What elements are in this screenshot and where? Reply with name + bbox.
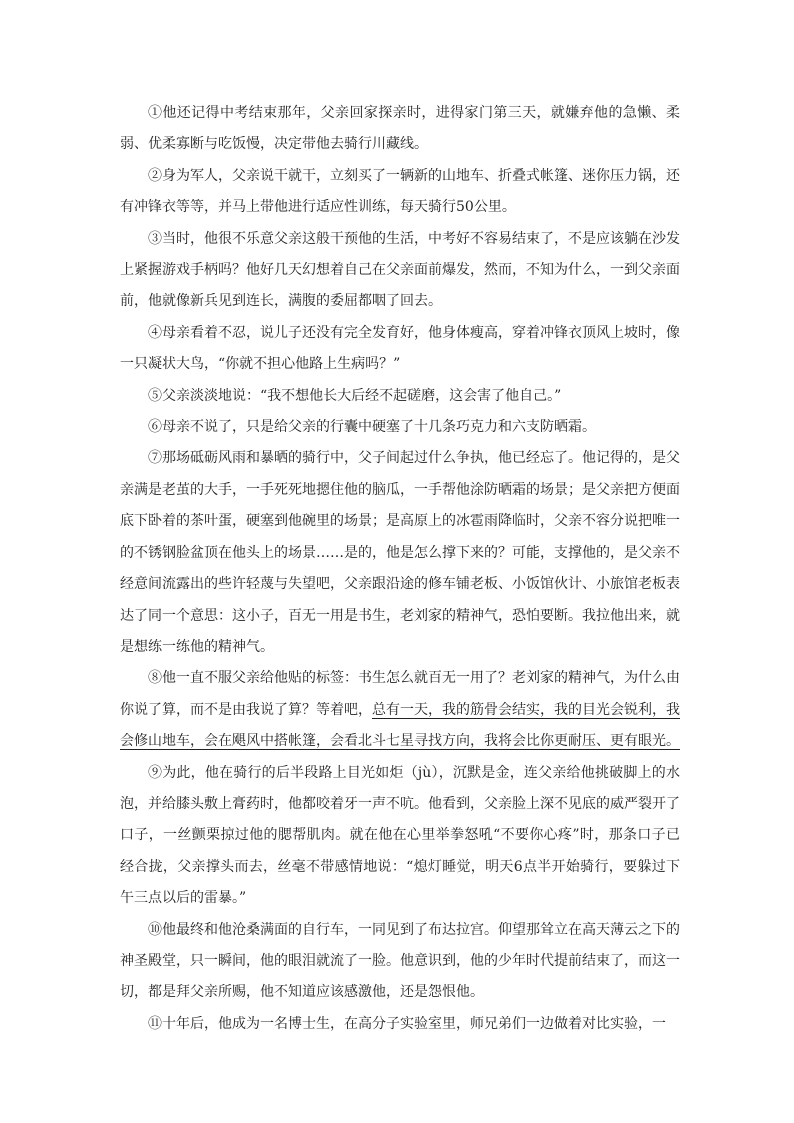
paragraph-1: ①他还记得中考结束那年，父亲回家探亲时，进得家门第三天，就嫌弃他的急懒、柔弱、优柔寡断与吃饭慢，决定带他去骑行川藏线。 — [120, 105, 680, 153]
paragraph-3: ③当时，他很不乐意父亲这般干预他的生活，中考好不容易结束了，不是应该躺在沙发上紧握游戏手柄吗？他好几天幻想着自己在父亲面前爆发，然而，不知为什么，一到父亲面前，他就像新兵见到连长，满腹的委屈都咽了回去。 — [120, 230, 680, 310]
paragraph-2: ②身为军人，父亲说干就干，立刻买了一辆新的山地车、折叠式帐篷、迷你压力锅，还有冲锋衣等等，并马上带他进行适应性训练，每天骑行50公里。 — [120, 167, 680, 216]
paragraph-10: ⑩他最终和他沧桑满面的自行车，一同见到了布达拉宫。仰望那耸立在高天薄云之下的神圣殿堂，只一瞬间，他的眼泪就流了一脸。他意识到，他的少年时代提前结束了，而这一切，都是拜父亲所赐，他不知道应该感激他，还是怨恨他。 — [120, 921, 680, 1001]
paragraph-4: ④母亲看着不忍，说儿子还没有完全发育好，他身体瘦高，穿着冲锋衣顶风上坡时，像一只凝状大鸟，“你就不担心他路上生病吗？” — [120, 324, 680, 373]
paragraph-8 — [120, 663, 680, 757]
underlined-sentence: 总有一天，我的筋骨会结实，我的目光会锐利，我会修山地车，会在飓风中搭帐篷，会看北斗七星寻找方向，我将会比你更耐压、更有眼光。 — [120, 701, 680, 750]
paragraph-5: ⑤父亲淡淡地说：“我不想他长大后经不起磋磨，这会害了他自己。” — [148, 387, 562, 404]
paragraph-7: ⑦那场砥砺风雨和暴晒的骑行中，父子间起过什么争执，他已经忘了。他记得的，是父亲满是老茧的大手，一手死死地摁住他的脑瓜，一手帮他涂防晒霜的场景；是父亲把方便面底下卧着的茶叶蛋，硬塞到他碗里的场景；是高原上的冰雹雨降临时，父亲不容分说把唯一的不锈钢脸盆顶在他头上的场景……是的，他是怎么撑下来的？可能，支撑他的，是父亲不经意间流露出的些许轻蔑与失望吧，父亲跟沿途的修车铺老板、小饭馆伙计、小旅馆老板表达了同一个意思：这小子，百无一用是书生，老刘家的精神气，恐怕要断。我拉他出来，就是想练一练他的精神气。 — [120, 450, 680, 655]
paragraph-11: ⑪十年后，他成为一名博士生，在高分子实验室里，师兄弟们一边做着对比实验，一 — [148, 1015, 666, 1032]
paragraph-6: ⑥母亲不说了，只是给父亲的行囊中硬塞了十几条巧克力和六支防晒霜。 — [148, 419, 596, 436]
paragraph-9: ⑨为此，他在骑行的后半段路上目光如炬（jù），沉默是金，连父亲给他挑破脚上的水泡，并给膝头敷上膏药时，他都咬着牙一声不吭。他看到，父亲脸上深不见底的威严裂开了口子，一丝颤栗掠过他的腮帮肌肉。就在他在心里举拳怒吼“不要你心疼”时，那条口子已经合拢，父亲撑头而去，丝毫不带感情地说：“熄灯睡觉，明天6点半开始骑行，要躲过下午三点以后的雷暴。” — [120, 764, 680, 907]
document-body — [120, 98, 680, 1040]
paragraph-8-text: ⑧他一直不服父亲给他贴的标签：书生怎么就百无一用了？老刘家的精神气，为什么由你说了算，而不是由我说了算？等着吧， — [120, 670, 680, 718]
